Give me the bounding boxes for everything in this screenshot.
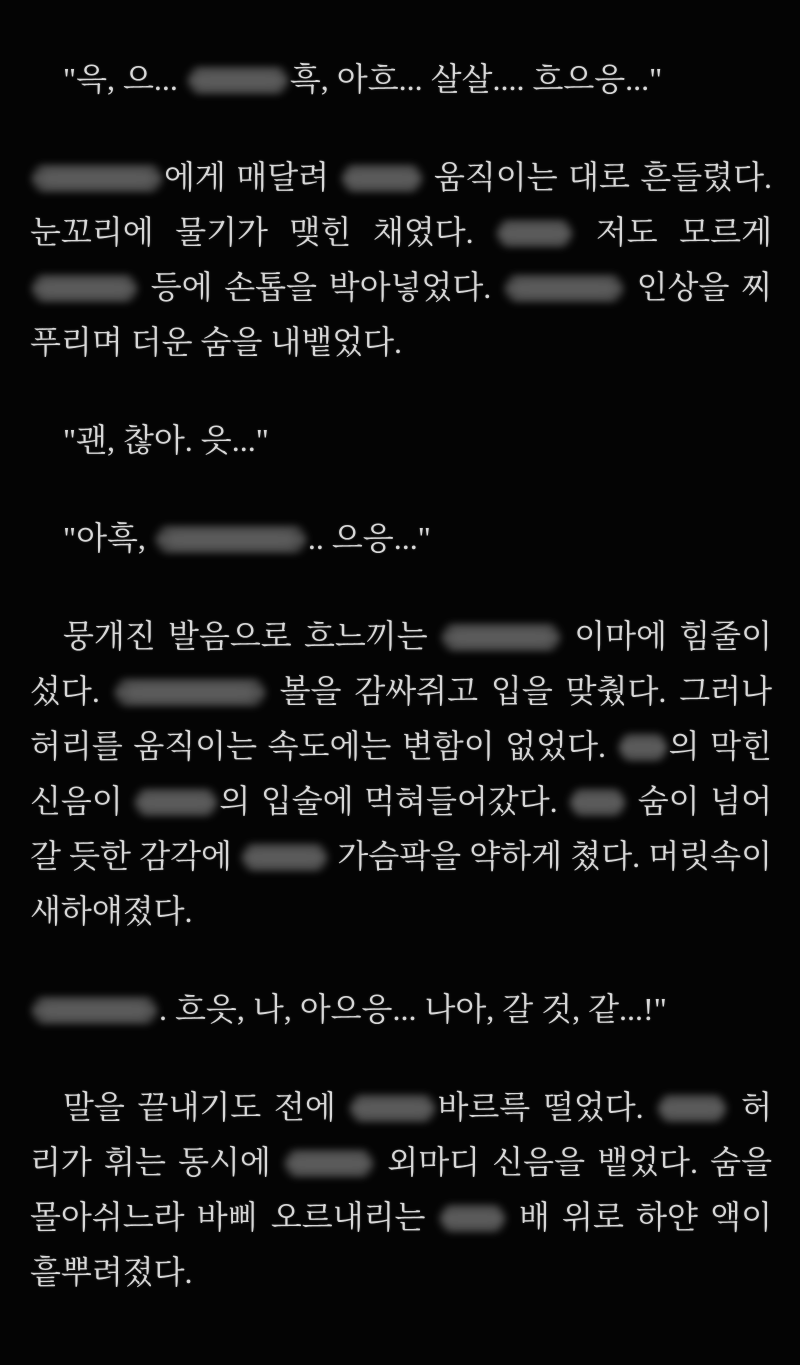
redacted-name-blur: [440, 1206, 505, 1231]
text-run: 의 막힌 신음이: [30, 728, 772, 819]
paragraph: [30, 511, 772, 566]
text-run: 볼을 감싸쥐고 입을 맞췄다. 그러나 허리를 움직이는 속도에는 변함이 없었다.: [30, 673, 772, 764]
text-run: 흑, 아흐... 살살.... 흐으응...": [289, 61, 663, 97]
paragraph: [30, 413, 772, 468]
paragraph: [30, 609, 772, 939]
redacted-name-blur: [285, 1151, 373, 1176]
redacted-name-blur: [135, 790, 217, 815]
redacted-name-blur: [115, 680, 265, 705]
redacted-name-blur: [342, 166, 422, 191]
redacted-name-blur: [188, 68, 288, 93]
redacted-name-blur: [156, 527, 306, 552]
text-run: 에게 매달려: [164, 159, 340, 195]
text-run: 뭉개진 발음으로 흐느끼는: [63, 618, 440, 654]
text-run: 의 입술에 먹혀들어갔다.: [219, 783, 569, 819]
redacted-name-blur: [442, 625, 560, 650]
paragraph: [30, 1080, 772, 1300]
redacted-name-blur: [32, 276, 137, 301]
text-run: 저도 모르게: [574, 214, 773, 250]
text-run: 등에 손톱을 박아넣었다.: [139, 269, 503, 305]
text-run: 외마디 신음을 뱉었다. 숨을 몰아쉬느라 바삐 오르내리는: [30, 1144, 772, 1235]
redacted-name-blur: [32, 166, 162, 191]
text-run: "괜, 찮아. 읏...": [63, 422, 269, 458]
text-run: 배 위로 하얀 액이 흩뿌려졌다.: [30, 1199, 772, 1290]
text-run: 바르륵 떨었다.: [437, 1089, 657, 1125]
text-run: 움직이는 대로 흔들렸다. 눈꼬리에 물기가 맺힌 채였다.: [30, 159, 773, 250]
text-run: 이마에 힘줄이 섰다.: [30, 618, 772, 709]
text-run: 인상을 찌푸리며 더운 숨을 내뱉었다.: [30, 269, 772, 360]
redacted-name-blur: [242, 845, 327, 870]
redacted-name-blur: [497, 221, 572, 246]
text-run: 숨이 넘어갈 듯한 감각에: [30, 783, 772, 874]
redacted-name-blur: [505, 276, 623, 301]
text-run: 말을 끝내기도 전에: [63, 1089, 349, 1125]
redacted-name-blur: [350, 1096, 435, 1121]
redacted-name-blur: [658, 1096, 726, 1121]
paragraph: [30, 150, 772, 370]
redacted-name-blur: [32, 998, 157, 1023]
text-run: .. 으응...": [307, 520, 431, 556]
text-run: "아흑,: [63, 520, 154, 556]
redacted-name-blur: [619, 735, 667, 760]
paragraph: [30, 52, 772, 107]
paragraph: [30, 982, 772, 1037]
text-run: . 흐읏, 나, 아으응... 나아, 갈 것, 같...!": [159, 991, 667, 1027]
text-run: 허리가 휘는 동시에: [30, 1089, 772, 1180]
redacted-name-blur: [570, 790, 625, 815]
text-run: 가슴팍을 약하게 쳤다. 머릿속이 새하얘졌다.: [30, 838, 772, 929]
text-run: "윽, 으...: [63, 61, 186, 97]
